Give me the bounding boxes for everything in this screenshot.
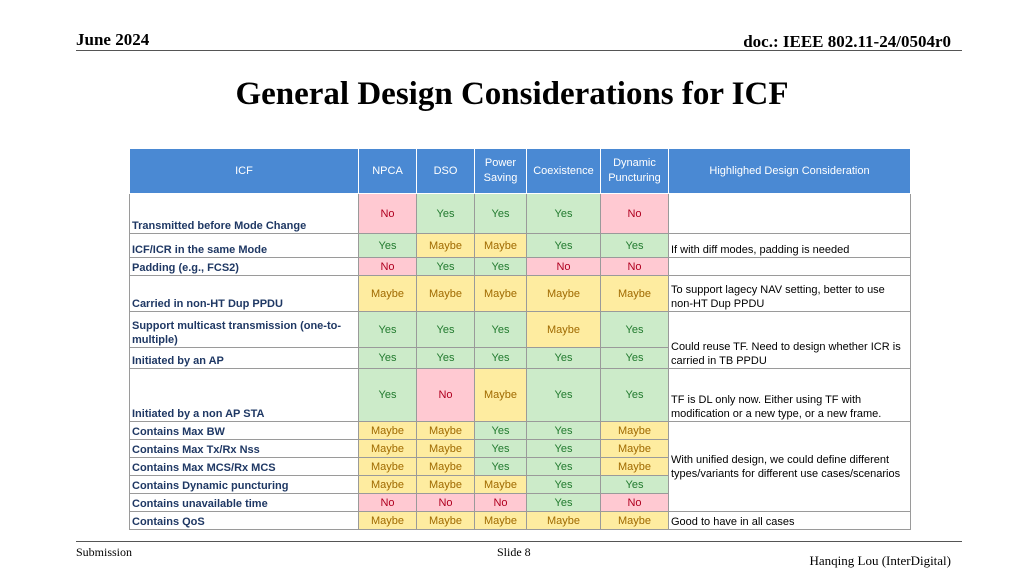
cell-coexistence: Yes [527, 194, 601, 234]
cell-power-saving: Yes [475, 194, 527, 234]
cell-power-saving: Yes [475, 312, 527, 348]
cell-power-saving: Maybe [475, 512, 527, 530]
cell-dynamic-puncturing: Yes [601, 348, 669, 369]
cell-dso: Maybe [417, 458, 475, 476]
table-row [130, 234, 911, 258]
col-header-dynamic-puncturing: Dynamic Puncturing [601, 149, 669, 194]
cell-coexistence: Maybe [527, 276, 601, 312]
cell-npca: No [359, 258, 417, 276]
cell-power-saving: Maybe [475, 276, 527, 312]
cell-dynamic-puncturing: Maybe [601, 276, 669, 312]
cell-dso: No [417, 369, 475, 422]
cell-npca: Yes [359, 234, 417, 258]
cell-dso: Yes [417, 312, 475, 348]
cell-npca: Maybe [359, 440, 417, 458]
note-non-ht-dup: To support lagecy NAV setting, better to use non-HT Dup PPDU [669, 276, 911, 312]
cell-npca: Yes [359, 369, 417, 422]
cell-coexistence: Yes [527, 234, 601, 258]
cell-dynamic-puncturing: No [601, 258, 669, 276]
cell-power-saving: Yes [475, 422, 527, 440]
cell-coexistence: Yes [527, 440, 601, 458]
cell-npca: Maybe [359, 422, 417, 440]
row-label: Contains QoS [130, 512, 359, 530]
note-empty [669, 194, 911, 234]
cell-dso: Maybe [417, 422, 475, 440]
note-unified-design: With unified design, we could define different types/variants for different use cases/scenarios [669, 422, 911, 512]
row-label: Contains Max BW [130, 422, 359, 440]
cell-coexistence: No [527, 258, 601, 276]
footer-slide-number: Slide 8 [497, 545, 531, 559]
cell-power-saving: Yes [475, 258, 527, 276]
footer-submission: Submission [76, 545, 133, 559]
cell-dynamic-puncturing: Maybe [601, 512, 669, 530]
row-label: Initiated by an AP [130, 348, 359, 369]
cell-power-saving: Yes [475, 440, 527, 458]
cell-dso: Maybe [417, 234, 475, 258]
cell-npca: Yes [359, 312, 417, 348]
cell-coexistence: Yes [527, 494, 601, 512]
header-date: June 2024 [76, 30, 150, 49]
row-label: Contains Max Tx/Rx Nss [130, 440, 359, 458]
cell-power-saving: Maybe [475, 476, 527, 494]
note-reuse-tf: Could reuse TF. Need to design whether ICR is carried in TB PPDU [669, 312, 911, 369]
cell-coexistence: Maybe [527, 512, 601, 530]
cell-npca: Maybe [359, 476, 417, 494]
cell-dynamic-puncturing: Maybe [601, 440, 669, 458]
cell-dso: No [417, 494, 475, 512]
header-doc-id: doc.: IEEE 802.11-24/0504r0 [743, 32, 951, 51]
table-row [130, 312, 911, 348]
cell-npca: No [359, 194, 417, 234]
cell-npca: Maybe [359, 512, 417, 530]
note-empty [669, 258, 911, 276]
cell-npca: Yes [359, 348, 417, 369]
cell-npca: No [359, 494, 417, 512]
row-label: Padding (e.g., FCS2) [130, 258, 359, 276]
cell-power-saving: Yes [475, 348, 527, 369]
row-label: Transmitted before Mode Change [130, 194, 359, 234]
row-label: Carried in non-HT Dup PPDU [130, 276, 359, 312]
cell-coexistence: Yes [527, 422, 601, 440]
cell-power-saving: Yes [475, 458, 527, 476]
cell-coexistence: Yes [527, 458, 601, 476]
table-header-row [130, 149, 911, 194]
cell-dso: Maybe [417, 476, 475, 494]
col-header-npca: NPCA [359, 149, 417, 194]
cell-dso: Yes [417, 258, 475, 276]
cell-coexistence: Yes [527, 348, 601, 369]
header-divider [76, 50, 962, 51]
row-label: Contains unavailable time [130, 494, 359, 512]
cell-dso: Maybe [417, 512, 475, 530]
cell-dso: Maybe [417, 276, 475, 312]
cell-power-saving: No [475, 494, 527, 512]
cell-coexistence: Yes [527, 369, 601, 422]
cell-dynamic-puncturing: Yes [601, 369, 669, 422]
cell-coexistence: Yes [527, 476, 601, 494]
table-row [130, 276, 911, 312]
table-row [130, 194, 911, 234]
cell-dso: Maybe [417, 440, 475, 458]
col-header-coexistence: Coexistence [527, 149, 601, 194]
cell-dynamic-puncturing: Maybe [601, 422, 669, 440]
cell-dynamic-puncturing: Maybe [601, 458, 669, 476]
table-row [130, 422, 911, 440]
row-label: ICF/ICR in the same Mode [130, 234, 359, 258]
cell-dynamic-puncturing: No [601, 194, 669, 234]
footer-divider [76, 541, 962, 542]
cell-dynamic-puncturing: No [601, 494, 669, 512]
cell-dynamic-puncturing: Yes [601, 312, 669, 348]
cell-power-saving: Maybe [475, 369, 527, 422]
slide-title: General Design Considerations for ICF [235, 76, 789, 112]
cell-dynamic-puncturing: Yes [601, 234, 669, 258]
row-label: Support multicast transmission (one-to-multiple) [130, 312, 359, 348]
col-header-design-consideration: Highlighed Design Consideration [669, 149, 911, 194]
note-mode-padding: If with diff modes, padding is needed [669, 234, 911, 258]
cell-dso: Yes [417, 194, 475, 234]
icf-design-table [129, 148, 911, 530]
col-header-power-saving: Power Saving [475, 149, 527, 194]
table-row [130, 369, 911, 422]
col-header-icf: ICF [130, 149, 359, 194]
col-header-dso: DSO [417, 149, 475, 194]
note-dl-only: TF is DL only now. Either using TF with modification or a new type, or a new frame. [669, 369, 911, 422]
cell-dso: Yes [417, 348, 475, 369]
cell-npca: Maybe [359, 276, 417, 312]
row-label: Contains Dynamic puncturing [130, 476, 359, 494]
row-label: Initiated by a non AP STA [130, 369, 359, 422]
cell-npca: Maybe [359, 458, 417, 476]
cell-power-saving: Maybe [475, 234, 527, 258]
footer-author: Hanqing Lou (InterDigital) [809, 553, 951, 568]
table-row [130, 258, 911, 276]
cell-dynamic-puncturing: Yes [601, 476, 669, 494]
row-label: Contains Max MCS/Rx MCS [130, 458, 359, 476]
table-row [130, 512, 911, 530]
note-qos: Good to have in all cases [669, 512, 911, 530]
cell-coexistence: Maybe [527, 312, 601, 348]
